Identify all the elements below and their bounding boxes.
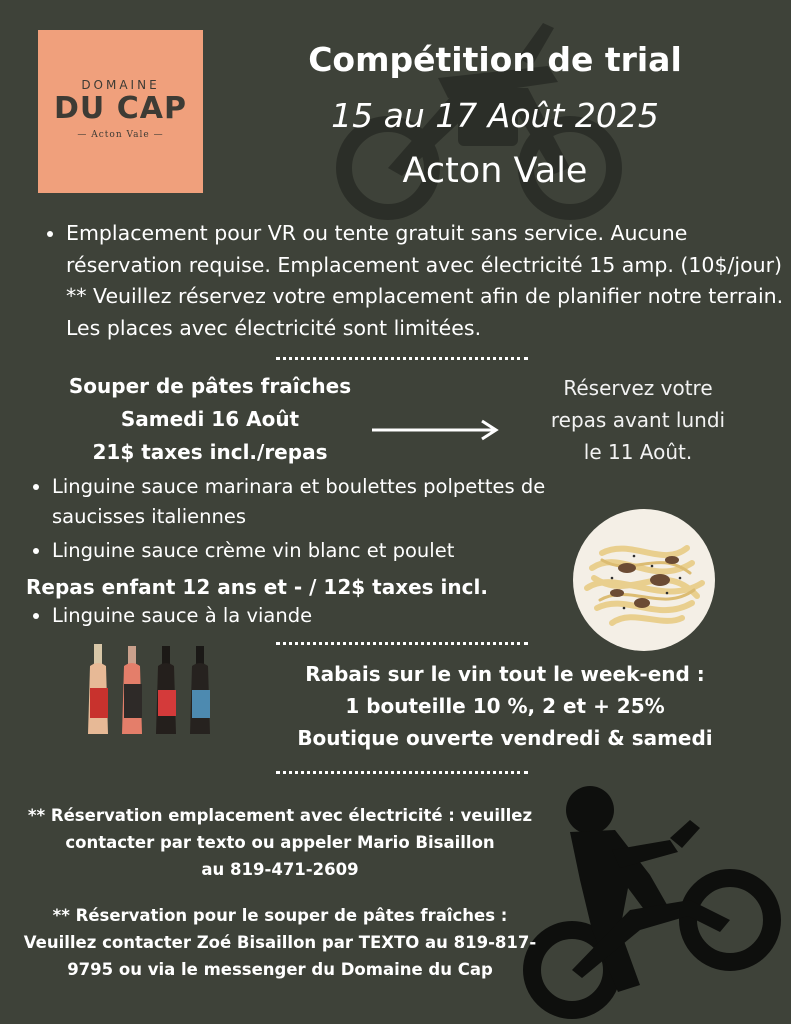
logo-line-domaine: DOMAINE	[81, 77, 160, 92]
reservation-line: ** Réservation emplacement avec électricité : veuillez	[27, 806, 533, 825]
event-location: Acton Vale	[402, 151, 588, 191]
dotted-divider	[276, 771, 528, 774]
logo-line-du-cap: DU CAP	[54, 90, 187, 126]
event-dates: 15 au 17 Août 2025	[331, 96, 659, 135]
wine-promo-line: Rabais sur le vin tout le week-end :	[305, 662, 705, 686]
menu-item: • Linguine sauce marinara et boulettes polpettes de saucisses italiennes	[52, 472, 572, 532]
kids-menu-list	[22, 601, 452, 631]
pasta-menu-list	[22, 472, 572, 570]
reserve-note-line: le 11 Août.	[583, 440, 693, 464]
wine-promo-line: Boutique ouverte vendredi & samedi	[297, 726, 713, 750]
kids-meal-title: Repas enfant 12 ans et - / 12$ taxes incl.	[26, 575, 488, 599]
reserve-before-note	[528, 372, 748, 468]
dotted-divider	[276, 642, 528, 645]
reservation-line: Veuillez contacter Zoé Bisaillon par TEXTO au 819-817-	[23, 933, 537, 952]
reservation-line: au 819-471-2609	[201, 860, 359, 879]
logo-line-acton-vale: — Acton Vale —	[77, 129, 164, 140]
camping-info-item: • Emplacement pour VR ou tente gratuit sans service. Aucune réservation requise. Emplacement avec électricité 15 amp. (10$/jour) ** Veuillez réservez votre emplacement afin de planifier notre terrain. Les places avec électricité sont limitées.	[66, 218, 791, 344]
reservation-line: contacter par texto ou appeler Mario Bisaillon	[65, 833, 495, 852]
pasta-dinner-price: 21$ taxes incl./repas	[92, 440, 328, 464]
menu-item: • Linguine sauce crème vin blanc et poulet	[52, 536, 572, 566]
kids-menu-item: • Linguine sauce à la viande	[52, 601, 452, 631]
pasta-dinner-title: Souper de pâtes fraîches	[68, 374, 352, 398]
pasta-dinner-reservation-info	[10, 902, 550, 983]
pasta-dinner-heading	[40, 370, 380, 469]
event-title: Compétition de trial	[308, 40, 682, 79]
reserve-note-line: Réservez votre	[563, 376, 713, 400]
pasta-plate-image	[572, 508, 716, 652]
reserve-note-line: repas avant lundi	[550, 408, 726, 432]
right-arrow-icon	[370, 418, 502, 442]
wine-promo	[270, 658, 740, 754]
electric-site-reservation-info	[10, 802, 550, 883]
wine-bottles-image	[84, 644, 224, 736]
trial-rider-silhouette-icon	[520, 780, 790, 1024]
camping-info-list	[30, 218, 791, 344]
pasta-dinner-date: Samedi 16 Août	[120, 407, 300, 431]
dotted-divider	[276, 357, 528, 360]
reservation-line: ** Réservation pour le souper de pâtes fraîches :	[52, 906, 508, 925]
domaine-du-cap-logo	[38, 30, 203, 193]
reservation-line: 9795 ou via le messenger du Domaine du Cap	[67, 960, 493, 979]
wine-promo-line: 1 bouteille 10 %, 2 et + 25%	[345, 694, 665, 718]
